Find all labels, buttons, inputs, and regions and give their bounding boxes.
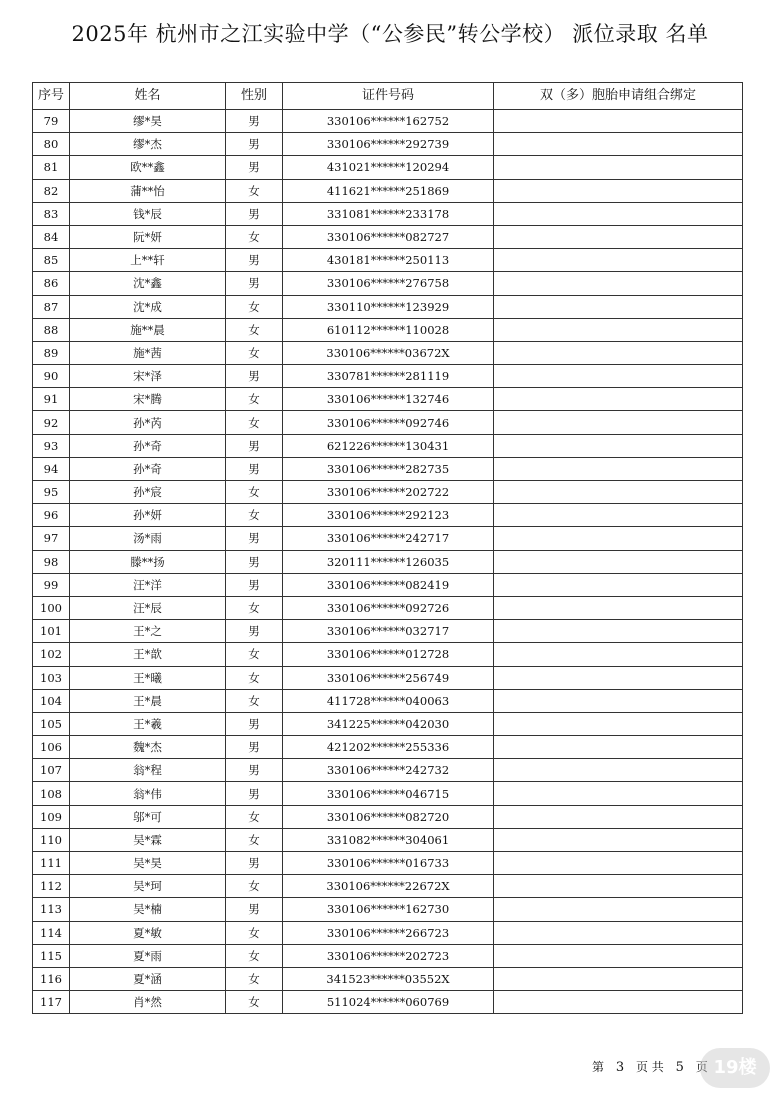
cell-seq: 103: [33, 666, 70, 689]
table-row: [33, 341, 743, 364]
table-row: [33, 596, 743, 619]
cell-gender: 女: [226, 944, 283, 967]
cell-gender: 女: [226, 504, 283, 527]
cell-name: 王*曦: [70, 666, 226, 689]
table-row: [33, 828, 743, 851]
cell-seq: 110: [33, 828, 70, 851]
cell-name: 吴*霖: [70, 828, 226, 851]
cell-id-number: 330106******092746: [283, 411, 494, 434]
cell-name: 缪*昊: [70, 110, 226, 133]
cell-gender: 女: [226, 179, 283, 202]
cell-name: 王*晨: [70, 689, 226, 712]
header-gender: 性别: [226, 83, 283, 110]
table-row: [33, 457, 743, 480]
cell-id-number: 330106******242732: [283, 759, 494, 782]
cell-id-number: 411621******251869: [283, 179, 494, 202]
cell-seq: 114: [33, 921, 70, 944]
cell-twin-binding: [494, 341, 743, 364]
table-header-row: [33, 83, 743, 110]
cell-seq: 88: [33, 318, 70, 341]
table-row: [33, 434, 743, 457]
cell-gender: 女: [226, 967, 283, 990]
cell-gender: 男: [226, 852, 283, 875]
cell-seq: 105: [33, 712, 70, 735]
cell-id-number: 330106******012728: [283, 643, 494, 666]
cell-gender: 女: [226, 295, 283, 318]
cell-name: 夏*涵: [70, 967, 226, 990]
cell-gender: 女: [226, 388, 283, 411]
cell-id-number: 330106******242717: [283, 527, 494, 550]
cell-name: 宋*泽: [70, 365, 226, 388]
table-row: [33, 620, 743, 643]
cell-gender: 女: [226, 411, 283, 434]
cell-seq: 86: [33, 272, 70, 295]
cell-gender: 男: [226, 133, 283, 156]
cell-name: 蒲**怡: [70, 179, 226, 202]
cell-id-number: 341523******03552X: [283, 967, 494, 990]
cell-name: 汤*雨: [70, 527, 226, 550]
cell-id-number: 330781******281119: [283, 365, 494, 388]
cell-twin-binding: [494, 481, 743, 504]
table-row: [33, 318, 743, 341]
admission-table: [32, 82, 743, 1014]
cell-name: 王*羲: [70, 712, 226, 735]
cell-seq: 117: [33, 991, 70, 1014]
cell-id-number: 330106******082727: [283, 225, 494, 248]
cell-id-number: 330106******292123: [283, 504, 494, 527]
cell-twin-binding: [494, 828, 743, 851]
cell-id-number: 431021******120294: [283, 156, 494, 179]
cell-gender: 男: [226, 457, 283, 480]
table-row: [33, 921, 743, 944]
header-seq: 序号: [33, 83, 70, 110]
cell-name: 夏*敏: [70, 921, 226, 944]
cell-id-number: 330106******03672X: [283, 341, 494, 364]
cell-seq: 97: [33, 527, 70, 550]
cell-name: 欧**鑫: [70, 156, 226, 179]
table-row: [33, 249, 743, 272]
header-name: 姓名: [70, 83, 226, 110]
cell-seq: 106: [33, 736, 70, 759]
cell-twin-binding: [494, 110, 743, 133]
table-row: [33, 991, 743, 1014]
cell-seq: 95: [33, 481, 70, 504]
cell-gender: 男: [226, 782, 283, 805]
table-row: [33, 179, 743, 202]
cell-gender: 女: [226, 643, 283, 666]
table-row: [33, 504, 743, 527]
cell-id-number: 421202******255336: [283, 736, 494, 759]
cell-gender: 男: [226, 712, 283, 735]
cell-seq: 87: [33, 295, 70, 318]
page-current: 3: [615, 1060, 625, 1075]
cell-gender: 男: [226, 156, 283, 179]
cell-seq: 85: [33, 249, 70, 272]
table-row: [33, 550, 743, 573]
page-mid: 页 共: [635, 1060, 664, 1074]
table-row: [33, 272, 743, 295]
cell-gender: 女: [226, 225, 283, 248]
cell-gender: 女: [226, 921, 283, 944]
cell-name: 施**晨: [70, 318, 226, 341]
table-row: [33, 712, 743, 735]
cell-id-number: 511024******060769: [283, 991, 494, 1014]
cell-twin-binding: [494, 759, 743, 782]
cell-name: 汪*洋: [70, 573, 226, 596]
cell-seq: 101: [33, 620, 70, 643]
cell-name: 孙*奇: [70, 457, 226, 480]
cell-seq: 100: [33, 596, 70, 619]
cell-name: 钱*辰: [70, 202, 226, 225]
cell-gender: 男: [226, 620, 283, 643]
cell-name: 施*茜: [70, 341, 226, 364]
cell-twin-binding: [494, 365, 743, 388]
page-footer: [592, 1058, 716, 1075]
cell-id-number: 330106******016733: [283, 852, 494, 875]
cell-name: 孙*芮: [70, 411, 226, 434]
table-row: [33, 110, 743, 133]
page-total: 5: [675, 1060, 684, 1075]
cell-twin-binding: [494, 573, 743, 596]
cell-seq: 112: [33, 875, 70, 898]
table-row: [33, 643, 743, 666]
cell-id-number: 330106******22672X: [283, 875, 494, 898]
cell-name: 肖*然: [70, 991, 226, 1014]
cell-gender: 男: [226, 249, 283, 272]
cell-id-number: 330106******256749: [283, 666, 494, 689]
cell-twin-binding: [494, 805, 743, 828]
cell-seq: 104: [33, 689, 70, 712]
cell-seq: 79: [33, 110, 70, 133]
cell-name: 夏*雨: [70, 944, 226, 967]
table-row: [33, 736, 743, 759]
cell-twin-binding: [494, 921, 743, 944]
cell-id-number: 320111******126035: [283, 550, 494, 573]
table-row: [33, 898, 743, 921]
cell-twin-binding: [494, 388, 743, 411]
table-row: [33, 967, 743, 990]
cell-twin-binding: [494, 550, 743, 573]
cell-gender: 女: [226, 991, 283, 1014]
cell-id-number: 330106******202722: [283, 481, 494, 504]
table-row: [33, 388, 743, 411]
cell-id-number: 330106******292739: [283, 133, 494, 156]
cell-twin-binding: [494, 852, 743, 875]
cell-seq: 81: [33, 156, 70, 179]
table-row: [33, 225, 743, 248]
cell-id-number: 330106******162730: [283, 898, 494, 921]
cell-seq: 98: [33, 550, 70, 573]
cell-name: 阮*妍: [70, 225, 226, 248]
cell-twin-binding: [494, 434, 743, 457]
cell-name: 吴*珂: [70, 875, 226, 898]
cell-seq: 92: [33, 411, 70, 434]
cell-name: 邬*可: [70, 805, 226, 828]
cell-gender: 女: [226, 318, 283, 341]
cell-gender: 男: [226, 550, 283, 573]
cell-twin-binding: [494, 225, 743, 248]
table-row: [33, 944, 743, 967]
cell-id-number: 330106******282735: [283, 457, 494, 480]
cell-name: 翁*伟: [70, 782, 226, 805]
page-suffix: 页: [695, 1060, 708, 1074]
cell-gender: 男: [226, 272, 283, 295]
cell-seq: 102: [33, 643, 70, 666]
cell-twin-binding: [494, 272, 743, 295]
cell-name: 孙*宸: [70, 481, 226, 504]
table-row: [33, 202, 743, 225]
cell-seq: 108: [33, 782, 70, 805]
cell-id-number: 330106******032717: [283, 620, 494, 643]
cell-gender: 男: [226, 434, 283, 457]
cell-name: 滕**扬: [70, 550, 226, 573]
cell-id-number: 330106******082419: [283, 573, 494, 596]
cell-seq: 96: [33, 504, 70, 527]
cell-name: 吴*昊: [70, 852, 226, 875]
cell-id-number: 330110******123929: [283, 295, 494, 318]
cell-name: 汪*辰: [70, 596, 226, 619]
cell-gender: 女: [226, 341, 283, 364]
cell-twin-binding: [494, 596, 743, 619]
cell-twin-binding: [494, 202, 743, 225]
cell-id-number: 341225******042030: [283, 712, 494, 735]
table-body: [33, 110, 743, 1014]
cell-gender: 男: [226, 573, 283, 596]
cell-name: 沈*鑫: [70, 272, 226, 295]
cell-gender: 女: [226, 689, 283, 712]
cell-id-number: 330106******082720: [283, 805, 494, 828]
cell-gender: 女: [226, 805, 283, 828]
cell-seq: 109: [33, 805, 70, 828]
cell-twin-binding: [494, 318, 743, 341]
table-row: [33, 156, 743, 179]
cell-name: 上**轩: [70, 249, 226, 272]
cell-name: 孙*妍: [70, 504, 226, 527]
cell-gender: 男: [226, 898, 283, 921]
cell-name: 翁*程: [70, 759, 226, 782]
cell-seq: 89: [33, 341, 70, 364]
cell-id-number: 330106******132746: [283, 388, 494, 411]
cell-seq: 111: [33, 852, 70, 875]
table-row: [33, 133, 743, 156]
cell-name: 宋*腾: [70, 388, 226, 411]
cell-name: 王*之: [70, 620, 226, 643]
cell-twin-binding: [494, 991, 743, 1014]
table-row: [33, 689, 743, 712]
cell-id-number: 430181******250113: [283, 249, 494, 272]
table-row: [33, 411, 743, 434]
table-row: [33, 527, 743, 550]
table-row: [33, 481, 743, 504]
cell-twin-binding: [494, 712, 743, 735]
table-row: [33, 295, 743, 318]
header-twin-binding: 双（多）胞胎申请组合绑定: [494, 83, 743, 110]
cell-gender: 男: [226, 736, 283, 759]
cell-seq: 82: [33, 179, 70, 202]
cell-gender: 女: [226, 875, 283, 898]
cell-gender: 女: [226, 666, 283, 689]
cell-twin-binding: [494, 133, 743, 156]
cell-twin-binding: [494, 944, 743, 967]
cell-twin-binding: [494, 689, 743, 712]
cell-twin-binding: [494, 457, 743, 480]
cell-twin-binding: [494, 898, 743, 921]
header-id-number: 证件号码: [283, 83, 494, 110]
cell-name: 孙*奇: [70, 434, 226, 457]
cell-gender: 男: [226, 110, 283, 133]
cell-id-number: 330106******046715: [283, 782, 494, 805]
cell-gender: 男: [226, 759, 283, 782]
cell-id-number: 610112******110028: [283, 318, 494, 341]
cell-seq: 91: [33, 388, 70, 411]
site-watermark-logo: 19楼: [700, 1048, 770, 1088]
cell-id-number: 411728******040063: [283, 689, 494, 712]
cell-seq: 116: [33, 967, 70, 990]
cell-id-number: 330106******202723: [283, 944, 494, 967]
cell-id-number: 330106******266723: [283, 921, 494, 944]
table-row: [33, 805, 743, 828]
cell-twin-binding: [494, 527, 743, 550]
cell-twin-binding: [494, 736, 743, 759]
cell-twin-binding: [494, 782, 743, 805]
table-row: [33, 759, 743, 782]
cell-gender: 男: [226, 365, 283, 388]
cell-seq: 107: [33, 759, 70, 782]
page-prefix: 第: [592, 1060, 605, 1074]
cell-name: 沈*成: [70, 295, 226, 318]
cell-name: 吴*楠: [70, 898, 226, 921]
cell-seq: 115: [33, 944, 70, 967]
cell-seq: 93: [33, 434, 70, 457]
cell-id-number: 330106******276758: [283, 272, 494, 295]
cell-twin-binding: [494, 875, 743, 898]
cell-name: 王*歆: [70, 643, 226, 666]
cell-seq: 94: [33, 457, 70, 480]
cell-gender: 女: [226, 596, 283, 619]
cell-id-number: 330106******162752: [283, 110, 494, 133]
cell-gender: 男: [226, 202, 283, 225]
cell-seq: 83: [33, 202, 70, 225]
cell-gender: 女: [226, 828, 283, 851]
cell-id-number: 331081******233178: [283, 202, 494, 225]
cell-twin-binding: [494, 967, 743, 990]
cell-twin-binding: [494, 504, 743, 527]
cell-seq: 84: [33, 225, 70, 248]
cell-id-number: 331082******304061: [283, 828, 494, 851]
cell-gender: 男: [226, 527, 283, 550]
cell-seq: 90: [33, 365, 70, 388]
cell-twin-binding: [494, 156, 743, 179]
page-title: 2025年 杭州市之江实验中学（“公参民”转公学校） 派位录取 名单: [71, 22, 709, 46]
cell-twin-binding: [494, 620, 743, 643]
table-row: [33, 782, 743, 805]
cell-gender: 女: [226, 481, 283, 504]
table-row: [33, 666, 743, 689]
cell-twin-binding: [494, 295, 743, 318]
cell-twin-binding: [494, 666, 743, 689]
cell-twin-binding: [494, 643, 743, 666]
cell-seq: 99: [33, 573, 70, 596]
table-row: [33, 365, 743, 388]
cell-twin-binding: [494, 411, 743, 434]
cell-name: 魏*杰: [70, 736, 226, 759]
cell-seq: 80: [33, 133, 70, 156]
table-row: [33, 875, 743, 898]
cell-id-number: 330106******092726: [283, 596, 494, 619]
cell-id-number: 621226******130431: [283, 434, 494, 457]
cell-name: 缪*杰: [70, 133, 226, 156]
cell-twin-binding: [494, 249, 743, 272]
cell-seq: 113: [33, 898, 70, 921]
table-row: [33, 852, 743, 875]
cell-twin-binding: [494, 179, 743, 202]
table-row: [33, 573, 743, 596]
